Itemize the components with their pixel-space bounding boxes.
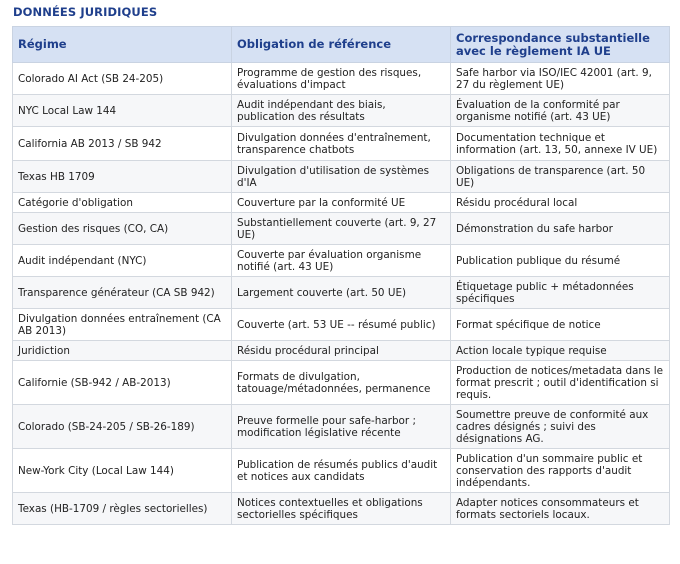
- table-cell: Safe harbor via ISO/IEC 42001 (art. 9, 27 du règlement UE): [451, 63, 670, 95]
- table-cell: Catégorie d'obligation: [13, 193, 232, 213]
- table-cell: Preuve formelle pour safe-harbor ; modification législative récente: [232, 405, 451, 449]
- table-cell: Soumettre preuve de conformité aux cadres désignés ; suivi des désignations AG.: [451, 405, 670, 449]
- table-cell: Couverte par évaluation organisme notifié (art. 43 UE): [232, 245, 451, 277]
- table-cell: Colorado (SB-24-205 / SB-26-189): [13, 405, 232, 449]
- legal-data-table: [12, 26, 670, 525]
- table-row: [13, 277, 670, 309]
- table-cell: Format spécifique de notice: [451, 309, 670, 341]
- table-row: [13, 245, 670, 277]
- table-row: [13, 63, 670, 95]
- table-row: [13, 127, 670, 161]
- table-cell: Programme de gestion des risques, évaluations d'impact: [232, 63, 451, 95]
- table-cell: New-York City (Local Law 144): [13, 449, 232, 493]
- table-cell: Formats de divulgation, tatouage/métadonnées, permanence: [232, 361, 451, 405]
- table-cell: Publication publique du résumé: [451, 245, 670, 277]
- table-cell: Étiquetage public + métadonnées spécifiques: [451, 277, 670, 309]
- header-obligation: Obligation de référence: [232, 27, 451, 63]
- table-cell: Obligations de transparence (art. 50 UE): [451, 161, 670, 193]
- table-row: [13, 161, 670, 193]
- table-cell: Texas (HB-1709 / règles sectorielles): [13, 493, 232, 525]
- table-cell: Juridiction: [13, 341, 232, 361]
- table-cell: Couverte (art. 53 UE -- résumé public): [232, 309, 451, 341]
- table-row: [13, 341, 670, 361]
- header-regime: Régime: [13, 27, 232, 63]
- table-cell: Audit indépendant des biais, publication des résultats: [232, 95, 451, 127]
- table-cell: Adapter notices consommateurs et formats sectoriels locaux.: [451, 493, 670, 525]
- table-cell: Divulgation données d'entraînement, transparence chatbots: [232, 127, 451, 161]
- header-correspondance: Correspondance substantielle avec le règlement IA UE: [451, 27, 670, 63]
- table-cell: Évaluation de la conformité par organisme notifié (art. 43 UE): [451, 95, 670, 127]
- table-row: [13, 449, 670, 493]
- table-row: [13, 405, 670, 449]
- table-cell: Résidu procédural principal: [232, 341, 451, 361]
- table-cell: California AB 2013 / SB 942: [13, 127, 232, 161]
- table-cell: Colorado AI Act (SB 24-205): [13, 63, 232, 95]
- table-cell: Couverture par la conformité UE: [232, 193, 451, 213]
- table-cell: Notices contextuelles et obligations sectorielles spécifiques: [232, 493, 451, 525]
- table-cell: NYC Local Law 144: [13, 95, 232, 127]
- table-cell: Démonstration du safe harbor: [451, 213, 670, 245]
- table-cell: Audit indépendant (NYC): [13, 245, 232, 277]
- table-cell: Divulgation d'utilisation de systèmes d'IA: [232, 161, 451, 193]
- table-cell: Publication d'un sommaire public et conservation des rapports d'audit indépendants.: [451, 449, 670, 493]
- table-cell: Texas HB 1709: [13, 161, 232, 193]
- table-cell: Californie (SB-942 / AB-2013): [13, 361, 232, 405]
- table-row: [13, 193, 670, 213]
- table-cell: Documentation technique et information (art. 13, 50, annexe IV UE): [451, 127, 670, 161]
- table-cell: Largement couverte (art. 50 UE): [232, 277, 451, 309]
- table-cell: Action locale typique requise: [451, 341, 670, 361]
- table-row: [13, 213, 670, 245]
- table-cell: Production de notices/metadata dans le format prescrit ; outil d'identification si requis.: [451, 361, 670, 405]
- table-header-row: [13, 27, 670, 63]
- table-row: [13, 493, 670, 525]
- section-title: DONNÉES JURIDIQUES: [13, 5, 158, 19]
- table-cell: Publication de résumés publics d'audit et notices aux candidats: [232, 449, 451, 493]
- table-cell: Transparence générateur (CA SB 942): [13, 277, 232, 309]
- table-cell: Gestion des risques (CO, CA): [13, 213, 232, 245]
- table-cell: Divulgation données entraînement (CA AB 2013): [13, 309, 232, 341]
- table-row: [13, 95, 670, 127]
- table-cell: Substantiellement couverte (art. 9, 27 UE): [232, 213, 451, 245]
- table-cell: Résidu procédural local: [451, 193, 670, 213]
- table-row: [13, 309, 670, 341]
- table-row: [13, 361, 670, 405]
